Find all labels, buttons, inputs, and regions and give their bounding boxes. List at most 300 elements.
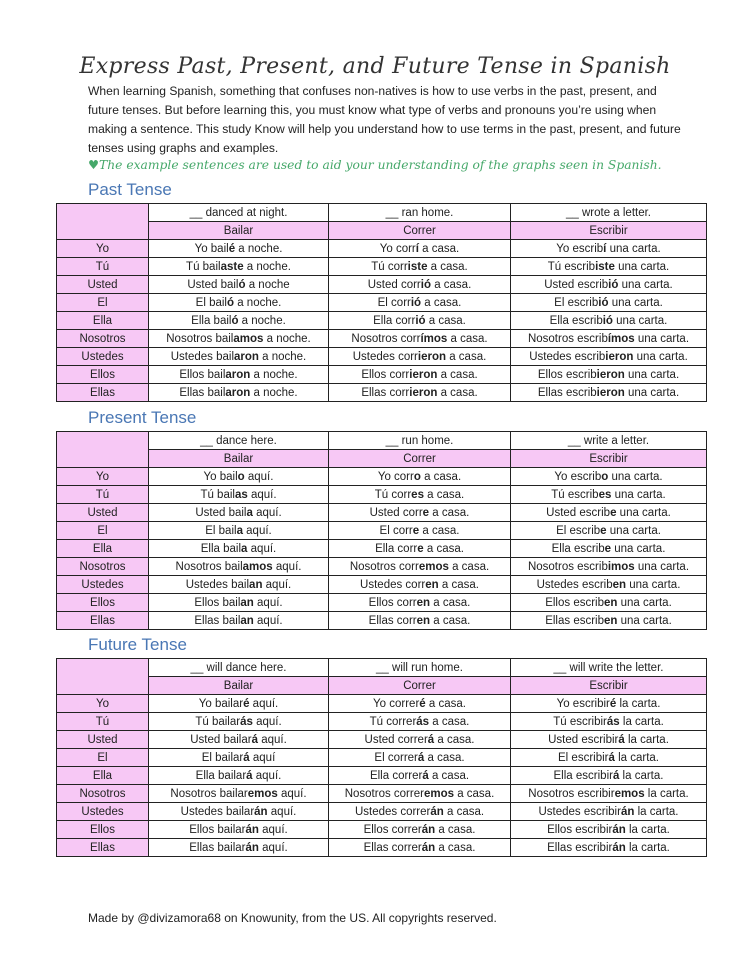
- corner-cell: [57, 432, 149, 468]
- conjugation-cell: [149, 821, 329, 839]
- stem-text: Yo bail: [194, 242, 229, 255]
- rest-text: a casa.: [446, 350, 487, 363]
- conjugation-cell: [511, 384, 707, 402]
- conjugation-cell: [329, 767, 511, 785]
- pronoun-cell: Ella: [57, 312, 149, 330]
- stem-text: El escribir: [558, 751, 609, 764]
- rest-text: una carta.: [608, 296, 663, 309]
- pronoun-cell: Ustedes: [57, 576, 149, 594]
- conjugation-cell: [149, 468, 329, 486]
- ending-text: ieron: [596, 368, 625, 381]
- header-row: [57, 432, 707, 450]
- stem-text: El escrib: [556, 524, 601, 537]
- rest-text: aquí.: [247, 488, 277, 501]
- conjugation-cell: [329, 612, 511, 630]
- table-row: [57, 540, 707, 558]
- conjugation-cell: [149, 839, 329, 857]
- conjugation-cell: [511, 486, 707, 504]
- rest-text: la carta.: [625, 823, 670, 836]
- ending-text: é: [243, 697, 250, 710]
- rest-text: a noche.: [238, 314, 286, 327]
- rest-text: a noche.: [234, 296, 282, 309]
- rest-text: la carta.: [625, 841, 670, 854]
- pronoun-cell: Usted: [57, 731, 149, 749]
- stem-text: Ella corr: [373, 314, 416, 327]
- rest-text: a noche.: [235, 242, 283, 255]
- conjugation-cell: [149, 558, 329, 576]
- conjugation-cell: [329, 749, 511, 767]
- stem-text: El corr: [377, 296, 411, 309]
- pronoun-cell: Ella: [57, 540, 149, 558]
- ending-text: aron: [225, 368, 251, 381]
- ending-text: ieron: [409, 368, 438, 381]
- conjugation-cell: [329, 240, 511, 258]
- pronoun-cell: Ustedes: [57, 803, 149, 821]
- ending-text: á: [422, 769, 429, 782]
- pronoun-cell: Ellos: [57, 821, 149, 839]
- conjugation-cell: [329, 486, 511, 504]
- stem-text: Yo escrib: [556, 242, 604, 255]
- conjugation-cell: [149, 540, 329, 558]
- stem-text: Ellas bailar: [189, 841, 246, 854]
- ending-text: o: [237, 470, 245, 483]
- corner-cell: [57, 204, 149, 240]
- ending-text: ás: [606, 715, 620, 728]
- conjugation-cell: [511, 348, 707, 366]
- table-row: [57, 468, 707, 486]
- table-row: [57, 240, 707, 258]
- rest-text: aquí.: [244, 470, 274, 483]
- rest-text: a noche.: [263, 332, 311, 345]
- stem-text: Ustedes escrib: [529, 350, 606, 363]
- ending-text: ás: [240, 715, 253, 728]
- stem-text: Ellos escribir: [547, 823, 613, 836]
- pronoun-cell: Ellos: [57, 366, 149, 384]
- ending-text: aste: [220, 260, 244, 273]
- ending-text: en: [604, 614, 618, 627]
- table-row: [57, 713, 707, 731]
- conjugation-cell: [329, 540, 511, 558]
- stem-text: Ellos bail: [179, 368, 226, 381]
- verb-header: Bailar: [149, 222, 329, 240]
- intro-paragraph: When learning Spanish, something that confuses non-natives is how to use verbs in the past, present, and future tenses. But before learning this, you must know what type of verbs and pronouns you’re using when making a sentence. This study Know will help you understand how to use terms in the past, present, and future tenses using graphs and examples.: [88, 84, 681, 155]
- verb-header: Bailar: [149, 677, 329, 695]
- stem-text: El escrib: [554, 296, 599, 309]
- verb-header: Correr: [329, 677, 511, 695]
- rest-text: a casa.: [418, 242, 460, 255]
- verb-row: [57, 222, 707, 240]
- stem-text: Ella escrib: [551, 542, 605, 555]
- stem-text: Ellas corr: [361, 386, 410, 399]
- conjugation-cell: [329, 821, 511, 839]
- stem-text: Usted bail: [187, 278, 239, 291]
- stem-text: Ellas escrib: [545, 614, 605, 627]
- stem-text: Usted escrib: [546, 506, 611, 519]
- stem-text: Nosotros bail: [175, 560, 243, 573]
- conjugation-cell: [329, 276, 511, 294]
- rest-text: a noche.: [243, 260, 291, 273]
- stem-text: Ustedes escribir: [538, 805, 621, 818]
- pronoun-cell: Nosotros: [57, 785, 149, 803]
- verb-header: Correr: [329, 450, 511, 468]
- ending-text: án: [430, 805, 444, 818]
- conjugation-cell: [329, 384, 511, 402]
- conjugation-cell: [149, 366, 329, 384]
- stem-text: El corr: [379, 524, 413, 537]
- stem-text: Tú bail: [200, 488, 235, 501]
- verb-row: [57, 677, 707, 695]
- conjugation-cell: [329, 504, 511, 522]
- conjugation-cell: [511, 468, 707, 486]
- stem-text: Ella escribir: [553, 769, 613, 782]
- conjugation-cell: [511, 504, 707, 522]
- pronoun-cell: Tú: [57, 258, 149, 276]
- present-tense-table: [56, 431, 707, 630]
- ending-text: o: [413, 470, 421, 483]
- stem-text: El correr: [374, 751, 418, 764]
- table-row: [57, 767, 707, 785]
- conjugation-cell: [149, 767, 329, 785]
- conjugation-cell: [149, 258, 329, 276]
- rest-text: una carta.: [617, 614, 672, 627]
- ending-text: en: [612, 578, 627, 591]
- ending-text: emos: [247, 787, 278, 800]
- table-row: [57, 558, 707, 576]
- pronoun-cell: Ellas: [57, 839, 149, 857]
- conjugation-cell: [149, 486, 329, 504]
- stem-text: Nosotros correr: [344, 787, 424, 800]
- rest-text: a casa.: [430, 596, 471, 609]
- rest-text: aquí.: [247, 542, 277, 555]
- ending-text: ieron: [409, 386, 438, 399]
- stem-text: Ustedes corr: [360, 578, 426, 591]
- conjugation-cell: [149, 785, 329, 803]
- rest-text: a casa.: [427, 260, 468, 273]
- conjugation-cell: [329, 468, 511, 486]
- pronoun-cell: Ustedes: [57, 348, 149, 366]
- rest-text: aquí.: [242, 524, 272, 537]
- stem-text: Tú correr: [369, 715, 417, 728]
- stem-text: Yo escribir: [556, 697, 610, 710]
- rest-text: aquí.: [258, 733, 287, 746]
- conjugation-cell: [329, 558, 511, 576]
- stem-text: Tú escrib: [551, 488, 599, 501]
- rest-text: a casa.: [437, 386, 478, 399]
- ending-text: ó: [238, 278, 246, 291]
- conjugation-cell: [149, 312, 329, 330]
- rest-text: una carta.: [611, 542, 666, 555]
- stem-text: Nosotros bailar: [170, 787, 248, 800]
- stem-text: El bail: [205, 524, 237, 537]
- table-row: [57, 839, 707, 857]
- stem-text: Usted escrib: [544, 278, 609, 291]
- section-title-future: Future Tense: [88, 635, 187, 654]
- ending-text: e: [417, 542, 424, 555]
- rest-text: una carta.: [608, 470, 663, 483]
- table-row: [57, 785, 707, 803]
- rest-text: a noche.: [250, 368, 298, 381]
- stem-text: Tú bail: [186, 260, 221, 273]
- ending-text: iste: [595, 260, 615, 273]
- english-sentence-header: __ ran home.: [329, 204, 511, 222]
- stem-text: Yo bailar: [198, 697, 244, 710]
- ending-text: ímos: [420, 332, 448, 345]
- stem-text: Tú bailar: [195, 715, 241, 728]
- ending-text: en: [425, 578, 439, 591]
- note-text: ♥The example sentences are used to aid your understanding of the graphs seen in Spanish.: [88, 158, 662, 172]
- stem-text: Yo bail: [203, 470, 238, 483]
- ending-text: án: [620, 805, 635, 818]
- ending-text: imos: [607, 560, 635, 573]
- ending-text: amos: [242, 560, 273, 573]
- rest-text: aquí.: [252, 769, 282, 782]
- conjugation-cell: [149, 330, 329, 348]
- rest-text: la carta.: [619, 715, 664, 728]
- table-row: [57, 384, 707, 402]
- ending-text: í: [603, 242, 607, 255]
- rest-text: aquí.: [272, 560, 302, 573]
- conjugation-cell: [329, 366, 511, 384]
- ending-text: á: [612, 769, 620, 782]
- table-row: [57, 803, 707, 821]
- ending-text: aron: [234, 350, 259, 363]
- pronoun-cell: Yo: [57, 468, 149, 486]
- ending-text: es: [598, 488, 612, 501]
- conjugation-cell: [149, 276, 329, 294]
- rest-text: aquí.: [252, 506, 282, 519]
- english-sentence-header: __ write a letter.: [511, 432, 707, 450]
- rest-text: aquí.: [277, 787, 307, 800]
- pronoun-cell: El: [57, 749, 149, 767]
- table-row: [57, 486, 707, 504]
- english-sentence-header: __ wrote a letter.: [511, 204, 707, 222]
- ending-text: á: [608, 751, 615, 764]
- english-sentence-header: __ dance here.: [149, 432, 329, 450]
- conjugation-cell: [511, 695, 707, 713]
- english-sentence-header: __ will dance here.: [149, 659, 329, 677]
- ending-text: ieron: [605, 350, 634, 363]
- conjugation-cell: [149, 576, 329, 594]
- table-row: [57, 330, 707, 348]
- rest-text: una carta.: [617, 596, 672, 609]
- ending-text: e: [422, 506, 430, 519]
- rest-text: la carta.: [634, 805, 679, 818]
- ending-text: ó: [226, 296, 235, 309]
- conjugation-cell: [329, 312, 511, 330]
- conjugation-cell: [511, 276, 707, 294]
- rest-text: a casa.: [434, 733, 475, 746]
- rest-text: a casa.: [419, 524, 460, 537]
- rest-text: una carta.: [606, 242, 661, 255]
- rest-text: a casa.: [447, 332, 488, 345]
- pronoun-cell: Usted: [57, 276, 149, 294]
- conjugation-cell: [329, 348, 511, 366]
- ending-text: ieron: [596, 386, 625, 399]
- rest-text: una carta.: [634, 332, 690, 345]
- ending-text: án: [254, 805, 268, 818]
- footer-credit: Made by @divizamora68 on Knowunity, from the US. All copyrights reserved.: [88, 911, 497, 925]
- stem-text: Ellos bailar: [189, 823, 246, 836]
- stem-text: Tú escrib: [547, 260, 596, 273]
- conjugation-cell: [511, 540, 707, 558]
- english-sentence-header: __ run home.: [329, 432, 511, 450]
- ending-text: o: [601, 470, 609, 483]
- ending-text: en: [604, 596, 618, 609]
- rest-text: a casa.: [425, 697, 466, 710]
- rest-text: aquí: [249, 751, 276, 764]
- stem-text: Yo escrib: [554, 470, 602, 483]
- stem-text: Ustedes bail: [170, 350, 235, 363]
- rest-text: la carta.: [614, 751, 659, 764]
- conjugation-cell: [511, 330, 707, 348]
- page-title: Express Past, Present, and Future Tense in Spanish: [79, 54, 671, 79]
- stem-text: Yo corr: [377, 470, 414, 483]
- stem-text: El bailar: [201, 751, 244, 764]
- ending-text: ás: [416, 715, 430, 728]
- ending-text: án: [245, 841, 259, 854]
- section-title-present: Present Tense: [88, 408, 197, 427]
- pronoun-cell: Nosotros: [57, 330, 149, 348]
- header-row: [57, 204, 707, 222]
- conjugation-cell: [329, 803, 511, 821]
- rest-text: una carta.: [618, 278, 673, 291]
- rest-text: una carta.: [634, 560, 690, 573]
- stem-text: Ella bail: [200, 542, 242, 555]
- table-row: [57, 576, 707, 594]
- rest-text: a casa.: [443, 805, 485, 818]
- conjugation-cell: [329, 785, 511, 803]
- stem-text: Ellas escribir: [547, 841, 613, 854]
- conjugation-cell: [329, 695, 511, 713]
- stem-text: Usted bailar: [190, 733, 252, 746]
- conjugation-cell: [511, 839, 707, 857]
- rest-text: a noche.: [250, 386, 298, 399]
- table-row: [57, 276, 707, 294]
- table-row: [57, 294, 707, 312]
- pronoun-cell: El: [57, 294, 149, 312]
- conjugation-cell: [511, 803, 707, 821]
- conjugation-cell: [511, 576, 707, 594]
- rest-text: aquí.: [262, 578, 292, 591]
- table-row: [57, 594, 707, 612]
- stem-text: El bail: [195, 296, 227, 309]
- pronoun-cell: Usted: [57, 504, 149, 522]
- stem-text: Ella bailar: [195, 769, 247, 782]
- rest-text: aquí.: [267, 805, 297, 818]
- stem-text: Ellas corr: [368, 614, 417, 627]
- conjugation-cell: [149, 384, 329, 402]
- conjugation-cell: [511, 258, 707, 276]
- stem-text: Ella corr: [375, 542, 418, 555]
- conjugation-cell: [511, 366, 707, 384]
- ending-text: án: [245, 823, 259, 836]
- stem-text: Ellas correr: [363, 841, 422, 854]
- ending-text: ió: [410, 296, 422, 309]
- stem-text: Ellos correr: [363, 823, 422, 836]
- pronoun-cell: El: [57, 522, 149, 540]
- stem-text: Ellas bail: [194, 614, 241, 627]
- table-row: [57, 821, 707, 839]
- stem-text: Tú corr: [374, 488, 412, 501]
- rest-text: a noche: [245, 278, 290, 291]
- conjugation-cell: [511, 767, 707, 785]
- ending-text: an: [240, 614, 254, 627]
- ending-text: a: [241, 542, 248, 555]
- english-sentence-header: __ will write the letter.: [511, 659, 707, 677]
- conjugation-cell: [149, 749, 329, 767]
- rest-text: a casa.: [429, 715, 470, 728]
- stem-text: Ella bail: [191, 314, 232, 327]
- conjugation-cell: [511, 713, 707, 731]
- rest-text: a casa.: [423, 542, 464, 555]
- ending-text: ímos: [607, 332, 635, 345]
- conjugation-cell: [511, 312, 707, 330]
- ending-text: án: [612, 841, 626, 854]
- verb-header: Escribir: [511, 677, 707, 695]
- ending-text: á: [427, 733, 435, 746]
- ending-text: an: [240, 596, 254, 609]
- pronoun-cell: Ellas: [57, 384, 149, 402]
- ending-text: á: [246, 769, 253, 782]
- rest-text: a casa.: [424, 751, 465, 764]
- stem-text: Ellos bail: [194, 596, 241, 609]
- rest-text: la carta.: [619, 769, 664, 782]
- conjugation-cell: [329, 713, 511, 731]
- ending-text: as: [234, 488, 248, 501]
- conjugation-cell: [511, 821, 707, 839]
- conjugation-cell: [149, 695, 329, 713]
- ending-text: ió: [598, 296, 609, 309]
- conjugation-cell: [149, 731, 329, 749]
- stem-text: Ellas bail: [179, 386, 226, 399]
- conjugation-cell: [329, 594, 511, 612]
- pronoun-cell: Tú: [57, 486, 149, 504]
- ending-text: ió: [415, 314, 426, 327]
- ending-text: á: [251, 733, 258, 746]
- ending-text: a: [246, 506, 253, 519]
- conjugation-cell: [149, 713, 329, 731]
- conjugation-cell: [329, 839, 511, 857]
- conjugation-cell: [149, 240, 329, 258]
- conjugation-cell: [329, 522, 511, 540]
- conjugation-cell: [149, 612, 329, 630]
- rest-text: aquí.: [252, 715, 282, 728]
- conjugation-cell: [511, 785, 707, 803]
- rest-text: una carta.: [612, 314, 668, 327]
- stem-text: Ustedes correr: [354, 805, 431, 818]
- ending-text: an: [249, 578, 263, 591]
- stem-text: Yo corr: [379, 242, 416, 255]
- ending-text: emos: [614, 787, 645, 800]
- stem-text: Usted bail: [195, 506, 247, 519]
- table-row: [57, 731, 707, 749]
- stem-text: Nosotros corr: [349, 560, 419, 573]
- rest-text: una carta.: [633, 350, 688, 363]
- rest-text: una carta.: [614, 260, 670, 273]
- ending-text: é: [609, 697, 617, 710]
- ending-text: á: [417, 751, 425, 764]
- ending-text: es: [411, 488, 424, 501]
- stem-text: Tú escribir: [553, 715, 607, 728]
- stem-text: Nosotros bail: [166, 332, 234, 345]
- ending-text: ieron: [417, 350, 447, 363]
- section-title-past: Past Tense: [88, 180, 172, 199]
- rest-text: a casa.: [435, 841, 476, 854]
- table-row: [57, 695, 707, 713]
- rest-text: a casa.: [437, 368, 478, 381]
- rest-text: aquí.: [258, 823, 288, 836]
- table-row: [57, 348, 707, 366]
